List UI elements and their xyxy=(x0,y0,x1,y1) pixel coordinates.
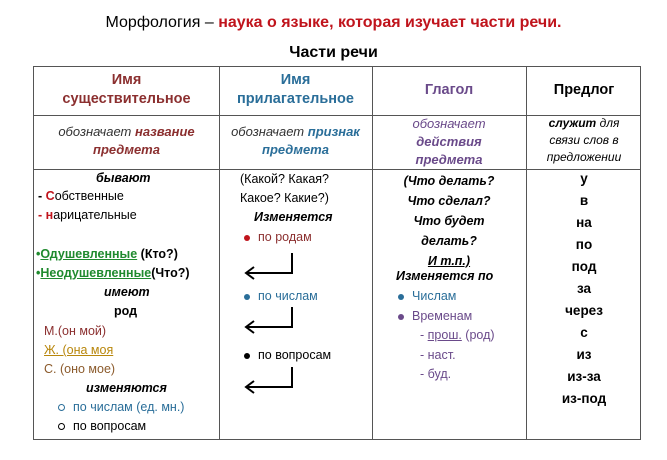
noun-izmenyayutsya: изменяются xyxy=(86,381,167,395)
arrow-icon xyxy=(246,367,292,393)
verb-description xyxy=(372,115,526,169)
noun-description xyxy=(34,123,219,159)
verb-q1: (Что делать? xyxy=(403,174,495,188)
ring-bullet-icon xyxy=(58,404,65,411)
noun-masculine: М.(он мой) xyxy=(44,324,107,338)
parts-of-speech-table xyxy=(33,66,641,440)
preposition-desc-2: для xyxy=(599,116,620,130)
arrow-icon xyxy=(246,307,292,333)
verb-q3: Что будет xyxy=(413,214,485,228)
preposition-item: из-за xyxy=(567,369,601,384)
noun-feminine: Ж. (она моя xyxy=(44,343,114,357)
adjective-desc-bold2: предмета xyxy=(262,142,329,157)
adjective-item-1-label: по родам xyxy=(258,230,312,244)
noun-imeyut: имеют xyxy=(104,285,150,299)
noun-common xyxy=(38,208,137,222)
preposition-item: в xyxy=(579,193,589,208)
adjective-questions-1: (Какой? Какая? xyxy=(240,172,330,186)
arrow-icon xyxy=(246,253,292,279)
inanimate-question: (Что?) xyxy=(151,266,190,280)
verb-tense-past xyxy=(420,328,495,342)
verb-heading: Глагол xyxy=(424,82,474,98)
dash: - xyxy=(420,328,428,342)
title-black: Морфология – xyxy=(105,14,214,31)
noun-desc-bold2: предмета xyxy=(93,142,160,157)
ring-bullet-icon xyxy=(58,423,65,430)
dash: - xyxy=(38,208,43,222)
noun-heading-line1: Имя xyxy=(111,72,142,88)
preposition-heading: Предлог xyxy=(553,82,615,98)
bullet: • xyxy=(36,247,41,261)
noun-desc-text: обозначает xyxy=(58,124,132,139)
preposition-desc-bold: служит xyxy=(548,116,597,130)
past-label: прош. xyxy=(427,328,462,342)
noun-proper xyxy=(38,189,124,203)
noun-heading xyxy=(34,71,219,109)
bullet-icon xyxy=(398,294,404,300)
proper-rest: обственные xyxy=(54,189,124,203)
bullet-icon xyxy=(398,314,404,320)
verb-questions xyxy=(372,171,526,271)
preposition-item: у xyxy=(580,171,588,186)
verb-desc-3: предмета xyxy=(415,152,483,167)
verb-q4: делать? xyxy=(421,234,477,248)
verb-changes: Изменяется по xyxy=(396,269,494,283)
verb-desc-1: обозначает xyxy=(412,116,486,131)
noun-heading-line2: существительное xyxy=(62,91,191,107)
preposition-item: под xyxy=(571,259,597,274)
noun-change-2 xyxy=(58,419,146,433)
preposition-item: из-под xyxy=(561,391,607,406)
verb-desc-2: действия xyxy=(416,134,482,149)
past-gender: (род) xyxy=(461,328,495,342)
verb-q5: И т.п.) xyxy=(427,254,471,268)
preposition-item: через xyxy=(565,303,603,318)
verb-item-tense xyxy=(398,309,472,323)
adjective-changes: Изменяется xyxy=(254,210,333,224)
animate-question: (Кто?) xyxy=(140,247,178,261)
preposition-list xyxy=(526,171,642,441)
noun-inanimate xyxy=(36,266,190,280)
preposition-item: на xyxy=(576,215,592,230)
common-rest: арицательные xyxy=(53,208,137,222)
verb-q2: Что сделал? xyxy=(407,194,491,208)
adjective-arrows xyxy=(219,67,372,441)
page-title xyxy=(0,14,667,32)
common-letter: н xyxy=(45,208,54,222)
adjective-questions-2: Какое? Какие?) xyxy=(240,191,329,205)
change-1-label: по числам (ед. мн.) xyxy=(73,400,185,414)
adjective-desc-bold: признак xyxy=(307,124,360,139)
change-2-label: по вопросам xyxy=(73,419,147,433)
proper-letter: С xyxy=(45,189,55,203)
dash: - xyxy=(38,189,43,203)
page-subtitle: Части речи xyxy=(289,44,378,61)
verb-item-number xyxy=(398,289,456,303)
preposition-item: за xyxy=(576,281,592,296)
noun-change-1 xyxy=(58,400,184,414)
inanimate-label: Неодушевленные xyxy=(40,266,152,280)
preposition-desc-3: связи слов в xyxy=(549,133,619,147)
noun-rod: род xyxy=(114,304,138,318)
verb-tense-present: - наст. xyxy=(420,348,456,362)
preposition-item: с xyxy=(580,325,588,340)
preposition-item: из xyxy=(576,347,592,362)
preposition-description xyxy=(526,115,642,166)
verb-tense-future: - буд. xyxy=(420,367,452,381)
adjective-item-2-label: по числам xyxy=(258,289,318,303)
bullet: • xyxy=(36,266,41,280)
noun-neuter: С. (оно мое) xyxy=(44,362,116,376)
verb-item-2-label: Временам xyxy=(412,309,473,323)
adjective-heading-line1: Имя xyxy=(280,72,311,88)
adjective-heading-line2: прилагательное xyxy=(237,91,354,107)
preposition-item: по xyxy=(575,237,593,252)
adjective-desc-text: обозначает xyxy=(231,124,305,139)
noun-animate xyxy=(36,247,178,261)
verb-item-1-label: Числам xyxy=(412,289,457,303)
adjective-item-3-label: по вопросам xyxy=(258,348,332,362)
noun-desc-bold: название xyxy=(135,124,195,139)
noun-byvayut: бывают xyxy=(96,171,151,185)
preposition-desc-4: предложении xyxy=(546,150,622,164)
animate-label: Одушевленные xyxy=(40,247,138,261)
title-red: наука о языке, которая изучает части речи. xyxy=(218,14,562,31)
